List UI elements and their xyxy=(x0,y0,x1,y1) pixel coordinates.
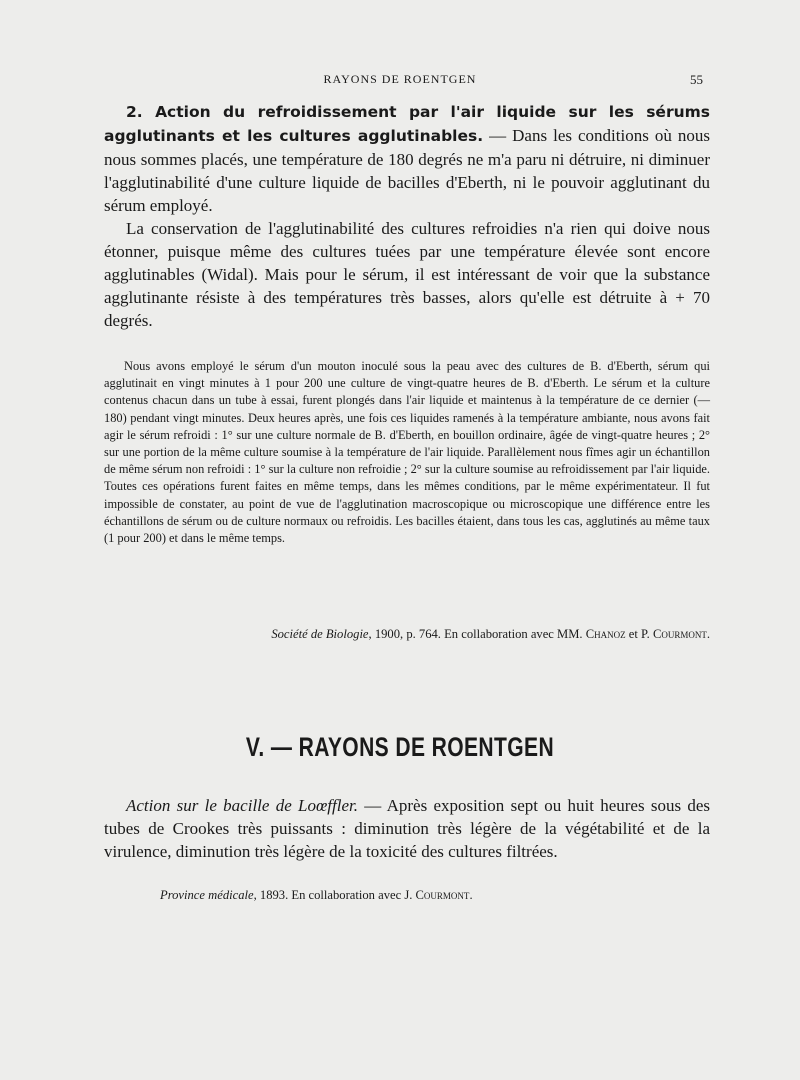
experiment-note-text: Nous avons employé le sérum d'un mouton inoculé sous la peau avec des cultures de B. d'Eberth, sérum qui agglutinait en vingt minutes à 1 pour 200 une culture de vingt-quatre heures de B. d'Eberth. Le sérum et la culture contenus chacun dans un tube à essai, furent plongés dans l'air liquide et maintenus à la température de ce dernier (— 180) pendant vingt minutes. Deux heures après, une fois ces liquides ramenés à la température ambiante, nous avons fait agir le sérum refroidi : 1° sur une culture normale de B. d'Eberth, en bouillon ordinaire, âgée de vingt-quatre heures ; 2° sur une portion de la même culture soumise à la température de l'air liquide. Parallèlement nous fîmes agir un échantillon de même sérum non refroidi : 1° sur la culture non refroidie ; 2° sur la culture soumise au refroidissement par l'air liquide. Toutes ces opérations furent faites en même temps, dans les mêmes conditions, par le même expérimentateur. Il fut impossible de constater, au point de vue de l'agglutination macroscopique ou microscopique une différence entre les échantillons de sérum ou de culture normaux ou refroidis. Les bacilles étaient, dans tous les cas, agglutinés au même taux (1 pour 200) et dans le même temps. xyxy=(104,359,710,546)
section-2-paragraph-1 xyxy=(104,100,710,217)
section-2-heading: 2. Action du refroidissement par l'air liquide sur les sérums agglutinants et les cultures agglutinables. xyxy=(104,103,710,145)
section-v-paragraph xyxy=(104,794,710,863)
section-v-body xyxy=(104,794,710,863)
section-v-lead: Action sur le bacille de Loœffler. xyxy=(126,796,359,815)
section-v-text: — Après exposition sept ou huit heures sous des tubes de Crookes très puissants : diminution très légère de la végétabilité et de la virulence, diminution très légère de la toxicité des cultures filtrées. xyxy=(104,796,710,861)
section-2-paragraph-2: La conservation de l'agglutinabilité des cultures refroidies n'a rien qui doive nous étonner, puisque même des cultures tuées par une température élevée sont encore agglutinables (Widal). Mais pour le sérum, il est intéressant de voir que la substance agglutinante résiste à des températures très basses, alors qu'elle est détruite à + 70 degrés. xyxy=(104,219,710,330)
section-v-heading: V. — RAYONS DE ROENTGEN xyxy=(245,732,555,762)
citation-1-end: . xyxy=(706,627,710,641)
citation-1-author-1: Chanoz xyxy=(585,627,626,641)
citation-province-medicale xyxy=(160,888,600,903)
citation-2-source: Province médicale xyxy=(160,888,254,902)
citation-2-details: , 1893. En collaboration avec J. xyxy=(253,888,416,902)
section-2-body xyxy=(104,100,710,332)
running-title: RAYONS DE ROENTGEN xyxy=(323,72,477,86)
section-2-paragraph-1-text: — Dans les conditions où nous nous sommes placés, une température de 180 degrés ne m'a paru ni détruire, ni diminuer l'agglutinabilité d'une culture liquide de bacilles d'Eberth, ni le pouvoir agglutinant du sérum employé. xyxy=(104,126,710,215)
citation-2-end: . xyxy=(469,888,473,902)
citation-1-source: Société de Biologie xyxy=(271,627,369,641)
page-number: 55 xyxy=(690,72,703,87)
citation-societe-biologie xyxy=(104,627,710,642)
citation-2-author: Courmont xyxy=(415,888,470,902)
experiment-note xyxy=(104,358,710,547)
citation-1-author-2: Courmont xyxy=(652,627,707,641)
citation-1-details: , 1900, p. 764. En collaboration avec MM. xyxy=(368,627,586,641)
citation-1-and: et P. xyxy=(625,627,653,641)
